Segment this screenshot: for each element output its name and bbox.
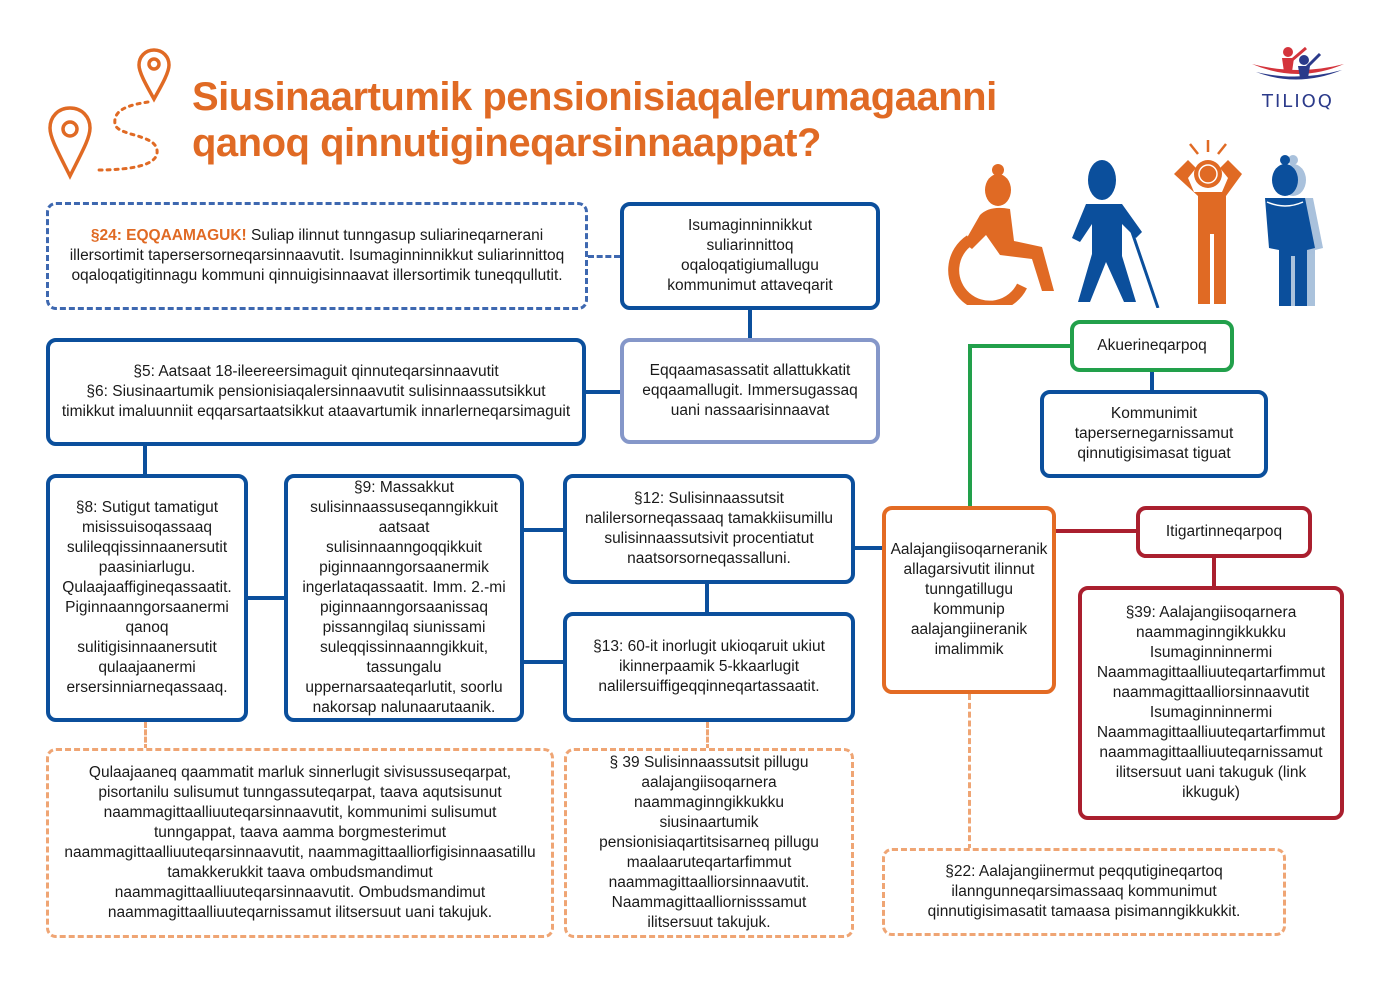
connector: [706, 722, 709, 750]
connector: [521, 660, 565, 664]
box-remember-notes: Eqqaamasassatit allattukkatit eqqaamallugit. Immersugassaq uani nassaarisinnaavat: [620, 338, 880, 444]
box-complaint-help: Qulaajaaneq qaammatit marluk sinnerlugit sivisussuseqarpat, pisortanilu sulisumut tunngassuteqarpat, taava aqutsisunut naammagittaalliuuteqarsinnaavutit, kommunimi sulisumut tunngappat, taava aamma borgmesterimut naammagittaalliuuteqarsinnaavutit, naammagittaalliorfigisinnaasatillu tamakkerukkit taava ombudsmandimut naammagittaalliuuteqarsinnaavutit. Ombudsmandimut naammagittaalliuuteqarnissamut ilitsersuut uani takujuk.: [46, 748, 554, 938]
connector: [521, 528, 565, 532]
connector: [588, 255, 620, 258]
box-rejected: [1136, 506, 1312, 558]
wheelchair-user-icon: [940, 160, 1055, 305]
connector: [1212, 554, 1216, 588]
blind-person-cane-icon: [1062, 158, 1162, 308]
connector: [246, 596, 286, 600]
box-approved: [1070, 320, 1234, 372]
kayak-icon: [1248, 44, 1348, 86]
connector: [586, 390, 620, 394]
approved-label: Akuerineqarpoq: [1097, 337, 1207, 354]
box-decision: Aalajangiisoqarneranik allagarsivutit ilinnut tunngatillugu kommunip aalajangiineranik imalimmik: [882, 506, 1056, 694]
person-icon: [1255, 154, 1335, 309]
section-39-complaint-text[interactable]: §39: Aalajangiisoqarnera naammaginngikkukku Isumaginninnermi Naammagittaalliuuteqartarfimmut naammagittaalliorsinnaavutit Isumaginninnermi Naammagittaalliuuteqartarfimmut naammagittaalliuuteqarnissamut ilitsersuut uani takuguk (link ikkuguk): [1096, 604, 1326, 801]
box-approved-info: Kommunimit tapersernegarnissamut qinnutigisimasat tiguat: [1040, 390, 1268, 478]
connector: [143, 445, 147, 475]
connector: [968, 344, 972, 508]
box-section-12: §12: Sulisinnaassutsit nalilersorneqassaaq tamakkiisumillu sulisinnaassutsivit procentiatut naatsorsorneqassalluni.: [563, 474, 855, 584]
connector: [144, 722, 147, 750]
box-section-13: §13: 60-it inorlugit ukioqaruit ukiut ikinnerpaamik 5-kkaarlugit nalilersuiffigeqqinneqartassaatit.: [563, 612, 855, 722]
stressed-person-icon: [1168, 140, 1248, 308]
tilioq-logo: [1248, 44, 1348, 112]
box-section-9: §9: Massakkut sulisinnaassuseqanngikkuit aatsaat sulisinnaanngoqqikkuit piginnaanngorsaanermik ingerlataqassaatit. Imm. 2.-mi piginnaanngorsaanissaq pissanngilaq siunissami suleqqissinnaanngikkuit, tassungalu uppernarsaateqarlutit, soorlu nakorsap nalunaarutaanik.: [284, 474, 524, 722]
connector: [705, 583, 709, 613]
box-section-39-note: § 39 Sulisinnaassutsit pillugu aalajangiisoqarnera naammaginngikkukku siusinaartumik pensionisiaqartitsisarneq pillugu maalaaruteqartarfimmut naammagittaalliorsinnaavutit. Naammagittaalliornisssamut ilitsersuut takujuk.: [564, 748, 854, 938]
box-contact-kommune: Isumaginninnikkut suliarinnittoq oqaloqatigiumallugu kommunimut attaveqarit: [620, 202, 880, 310]
section-24-text: Suliap ilinnut tunngasup suliarineqarnerani illersortimit tapersersorneqarsinnaavutit. Isumaginninnikkut suliarinnittoq oqaloqatigitinnagu kommuni qinnuigisinnaavat illersortimik tuneqqullutit.: [69, 227, 565, 284]
title-line-1: Siusinaartumik pensionisiaqalerumagaanni: [192, 75, 997, 119]
section-5-text: §5: Aatsaat 18-ileereersimaguit qinnuteqarsinnaavutit: [133, 363, 499, 380]
connector: [1054, 529, 1138, 533]
section-24-label: §24: EQQAAMAGUK!: [90, 227, 247, 244]
connector: [968, 344, 1072, 348]
box-section-5-6: [46, 338, 586, 446]
box-section-24: [46, 202, 588, 310]
title-line-2: qanoq qinnutigineqarsinnaappat?: [192, 121, 821, 165]
section-6-text: §6: Siusinaartumik pensionisiaqalersinnaavutit sulisinnaassutsikkut timikkut imaluunniit eqqarsartaatsikkut ataavartumik innarlerneqarsimaguit: [61, 383, 571, 420]
connector: [748, 308, 752, 338]
connector: [853, 546, 883, 550]
box-section-39-complaint: [1078, 586, 1344, 820]
logo-text: TILIOQ: [1262, 91, 1334, 112]
connector: [1150, 370, 1154, 392]
connector: [968, 694, 971, 850]
page-title: [192, 74, 997, 166]
box-section-22: §22: Aalajangiinermut peqqutigineqartoq ilanngunneqarsimassaaq kommunimut qinnutigisimasatit tamaasa pisimanngikkukkit.: [882, 848, 1286, 936]
box-section-8: §8: Sutigut tamatigut misissuisoqassaaq sulileqqissinnaanersutit paasiniarlugu. Qulaajaaffigineqassaatit. Piginnaanngorsaanermi qanoq sulitigisinnaanersutit qulaajaanermi ersersinniarneqassaaq.: [46, 474, 248, 722]
rejected-label: Itigartinneqarpoq: [1165, 523, 1283, 540]
route-pins-icon: [40, 42, 180, 182]
